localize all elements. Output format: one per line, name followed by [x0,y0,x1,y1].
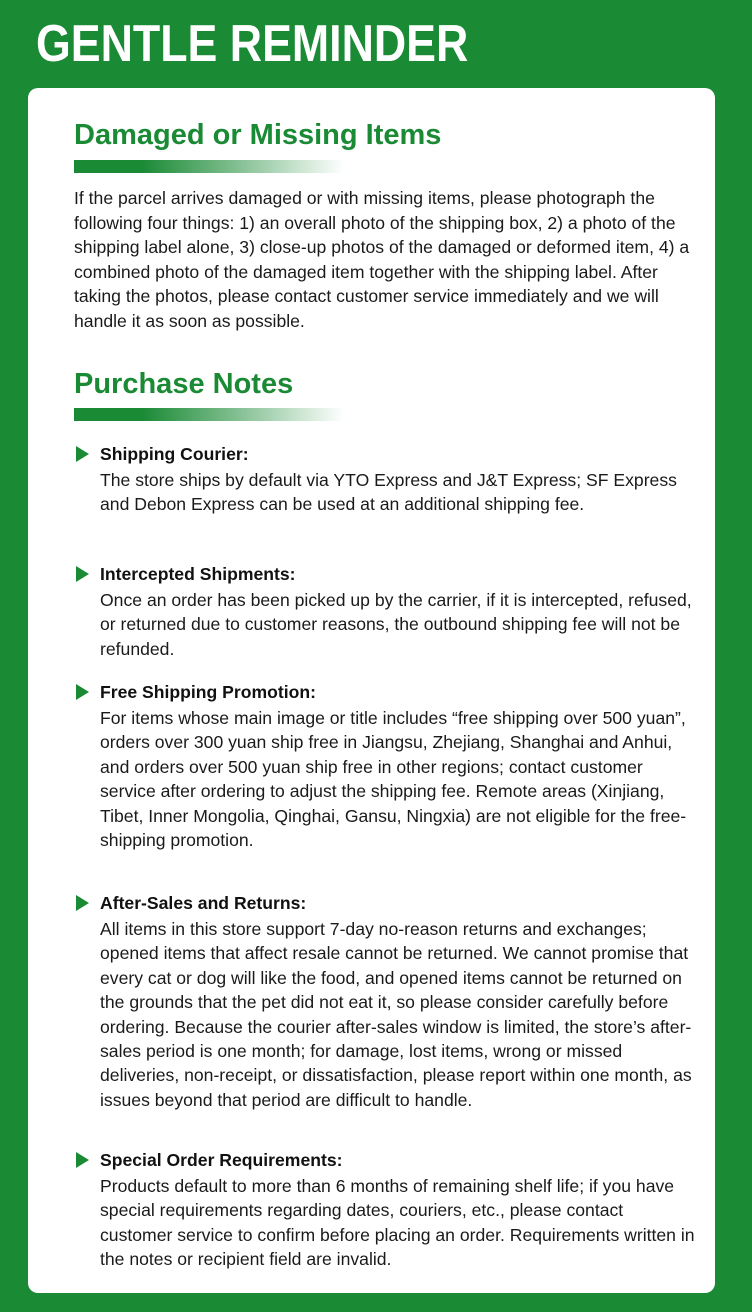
page-title: GENTLE REMINDER [36,15,469,73]
note-item-body: Products default to more than 6 months of remaining shelf life; if you have special requirements regarding dates, couriers, etc., please contact customer service to confirm before placing an order. Requirements written in the notes or recipient field are invalid. [100,1176,695,1270]
note-item-title: Free Shipping Promotion: [100,682,317,702]
damaged-title-underline [74,160,344,173]
note-item-free-shipping [74,680,704,852]
content-card [28,88,715,1293]
note-item-title: After-Sales and Returns: [100,893,307,913]
note-item-special-orders [74,1148,704,1272]
triangle-bullet-icon [76,895,89,911]
note-item-body: Once an order has been picked up by the carrier, if it is intercepted, refused, or returned due to customer reasons, the outbound shipping fee will not be refunded. [100,590,692,659]
note-item-shipping-courier [74,442,704,517]
triangle-bullet-icon [76,446,89,462]
notes-title-underline [74,408,344,421]
note-item-body: The store ships by default via YTO Express and J&T Express; SF Express and Debon Express can be used at an additional shipping fee. [100,470,677,515]
note-item-intercepted-shipments [74,562,704,661]
note-item-body: All items in this store support 7-day no-reason returns and exchanges; opened items that affect resale cannot be returned. We cannot promise that every cat or dog will like the food, and opened items cannot be returned on the grounds that the pet did not eat it, so please consider carefully before ordering. Because the courier after-sales window is limited, the store’s after-sales period is one month; for damage, lost items, wrong or missed deliveries, non-receipt, or dissatisfaction, please report within one month, as issues beyond that period are difficult to handle. [100,919,692,1110]
triangle-bullet-icon [76,684,89,700]
note-item-title: Shipping Courier: [100,444,249,464]
note-item-title: Intercepted Shipments: [100,564,296,584]
note-item-body: For items whose main image or title includes “free shipping over 500 yuan”, orders over 300 yuan ship free in Jiangsu, Zhejiang, Shanghai and Anhui, and orders over 500 yuan ship free in other regions; contact customer service after ordering to adjust the shipping fee. Remote areas (Xinjiang, Tibet, Inner Mongolia, Qinghai, Gansu, Ningxia) are not eligible for the free-shipping promotion. [100,708,687,851]
notes-section-title: Purchase Notes [74,368,294,400]
damaged-section-body: If the parcel arrives damaged or with missing items, please photograph the following four things: 1) an overall photo of the shipping box, 2) a photo of the shipping label alone, 3) close-up photos of the damaged or deformed item, 4) a combined photo of the damaged item together with the shipping label. After taking the photos, please contact customer service immediately and we will handle it as soon as possible. [74,188,690,331]
triangle-bullet-icon [76,566,89,582]
damaged-section-title: Damaged or Missing Items [74,119,442,151]
note-item-after-sales [74,891,704,1112]
note-item-title: Special Order Requirements: [100,1150,343,1170]
triangle-bullet-icon [76,1152,89,1168]
